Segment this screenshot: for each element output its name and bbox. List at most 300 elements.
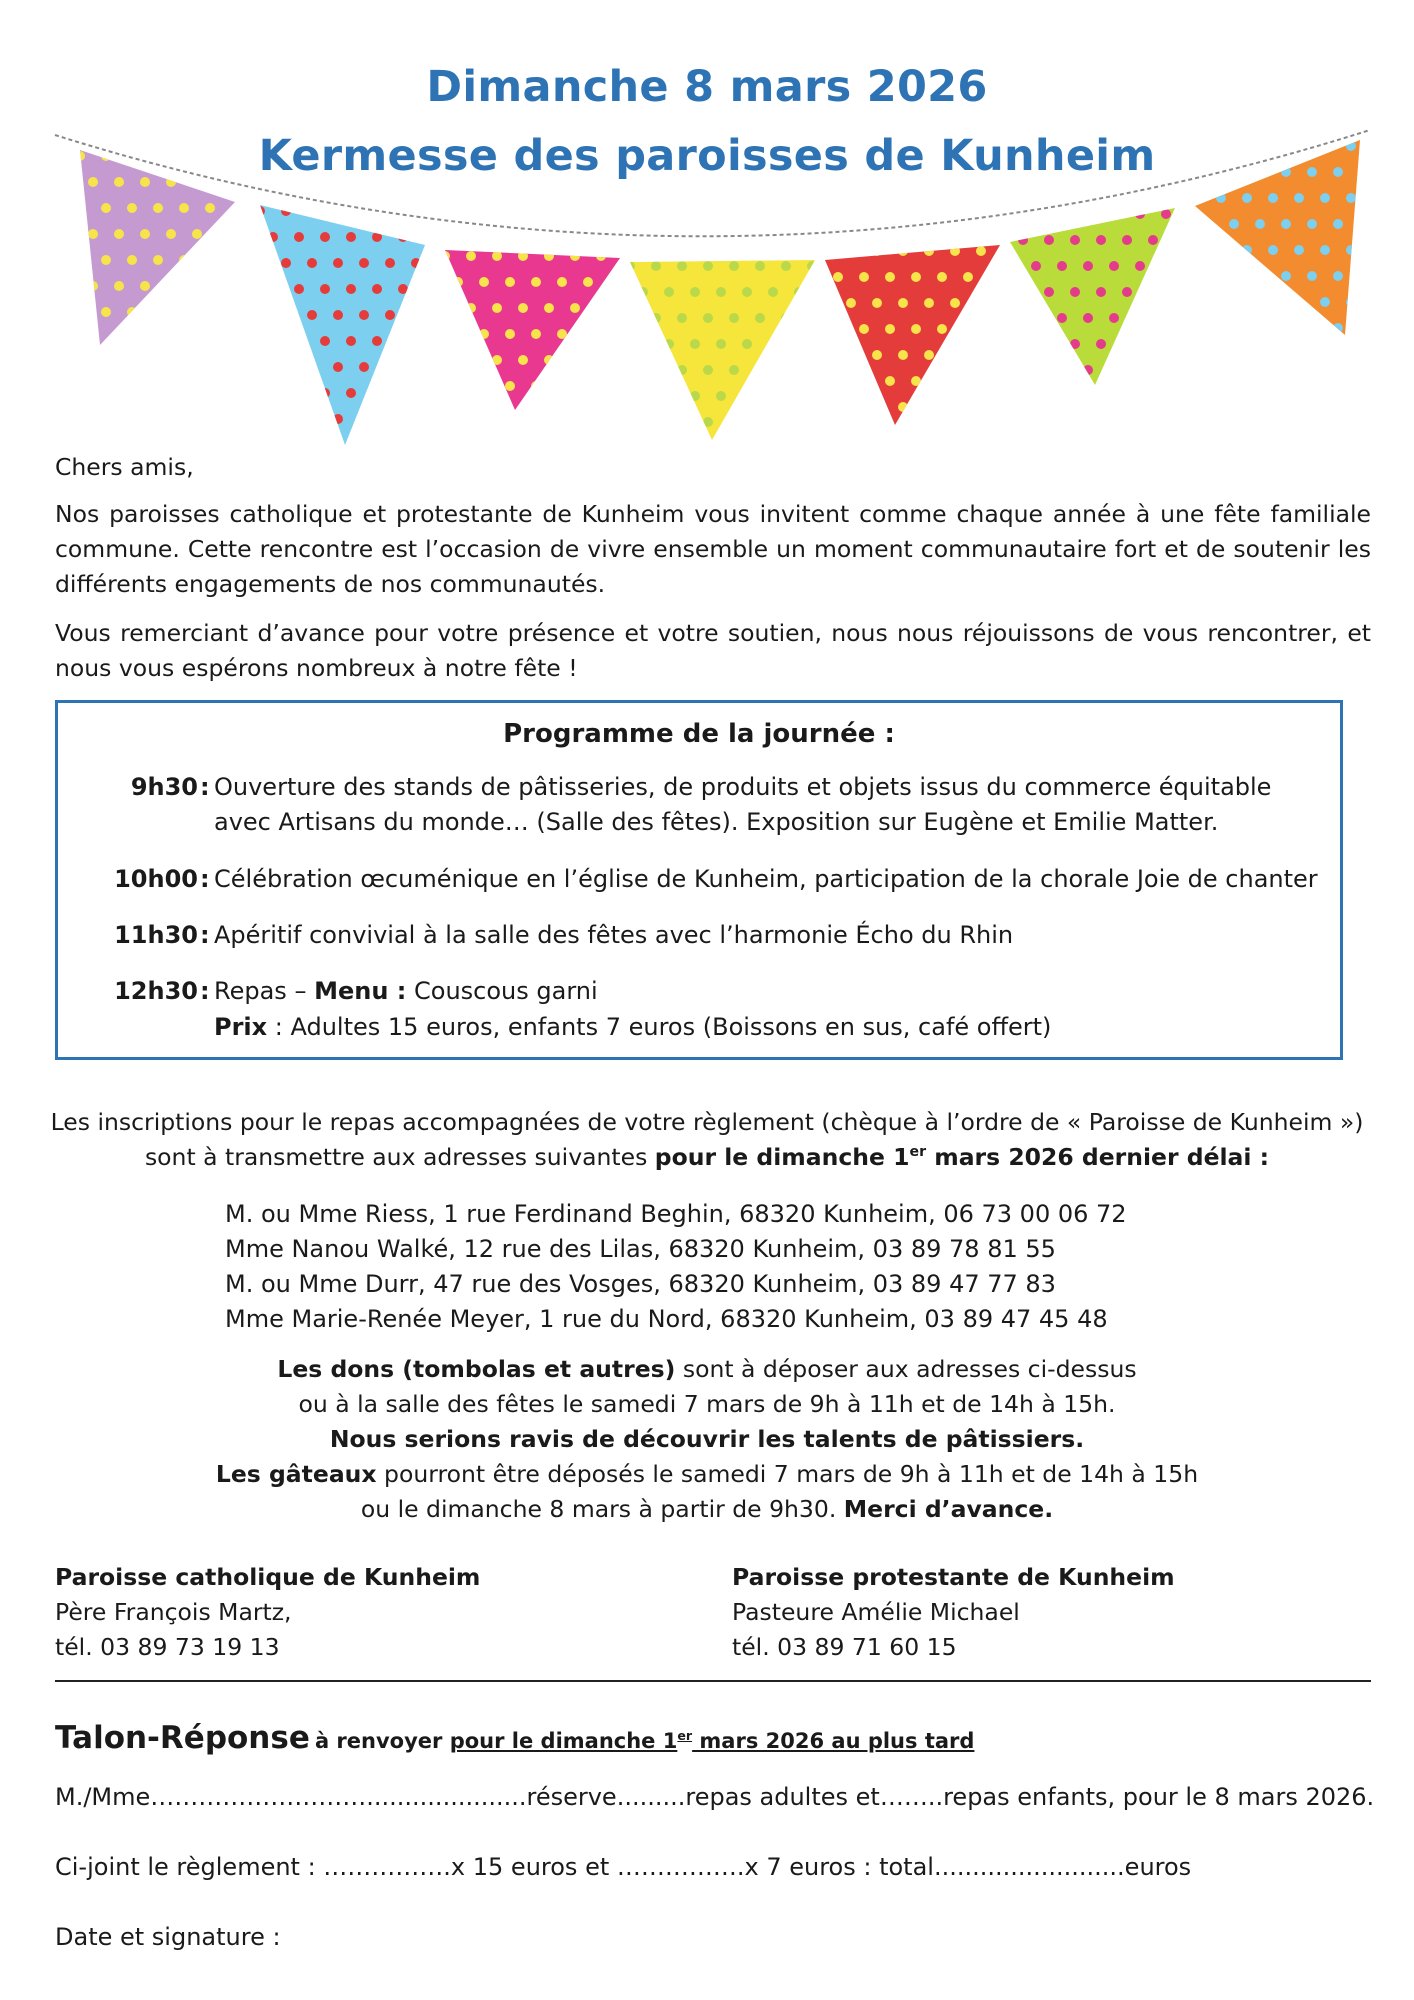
prix-label: Prix — [214, 1013, 268, 1041]
bunting-dot — [192, 177, 202, 187]
inscriptions-deadline-b: mars 2026 dernier délai : — [926, 1143, 1270, 1171]
signature-right-title: Paroisse protestante de Kunheim — [732, 1563, 1175, 1591]
bunting-dot — [385, 362, 395, 372]
bunting-dot — [411, 414, 421, 424]
bunting-dot — [385, 414, 395, 424]
gateaux-plain: pourront être déposés le samedi 7 mars de 9h à 11h et de 14h à 15h — [376, 1460, 1199, 1488]
bunting-dot — [440, 303, 450, 313]
repas-label: Repas – — [214, 977, 315, 1005]
bunting-dot — [531, 381, 541, 391]
bunting-dot — [1109, 313, 1119, 323]
bunting-dot — [479, 277, 489, 287]
bunting-dot — [898, 350, 908, 360]
bunting-dot — [911, 376, 921, 386]
bunting-dot — [307, 414, 317, 424]
bunting-dot — [1044, 287, 1054, 297]
bunting-dot — [596, 303, 606, 313]
bunting-dot — [166, 333, 176, 343]
bunting-dot — [101, 203, 111, 213]
bunting-dot — [1070, 287, 1080, 297]
bunting-dot — [846, 246, 856, 256]
bunting-dot — [1281, 219, 1291, 229]
dons-l5-plain: ou le dimanche 8 mars à partir de 9h30. — [360, 1495, 844, 1523]
bunting-dot — [1148, 235, 1158, 245]
bunting-dot — [544, 303, 554, 313]
bunting-dot — [1057, 313, 1067, 323]
bunting-dot — [1083, 209, 1093, 219]
bunting-dot — [333, 310, 343, 320]
bunting-dot — [88, 229, 98, 239]
bunting-dot — [677, 313, 687, 323]
bunting-dot — [1294, 297, 1304, 307]
bunting-dot — [1161, 365, 1171, 375]
bunting-dot — [333, 206, 343, 216]
bunting-dot — [937, 376, 947, 386]
bunting-dot — [75, 255, 85, 265]
bunting-dot — [833, 272, 843, 282]
bunting-dot — [950, 246, 960, 256]
bunting-dot — [398, 388, 408, 398]
bunting-dot — [320, 336, 330, 346]
bunting-dot — [1242, 245, 1252, 255]
bunting-dot — [531, 277, 541, 287]
bunting-dot — [101, 255, 111, 265]
bunting-dot — [1070, 235, 1080, 245]
bunting-dot — [1320, 245, 1330, 255]
signature-left-name: Père François Martz, — [55, 1598, 292, 1626]
bunting-dot — [346, 336, 356, 346]
bunting-dot — [898, 246, 908, 256]
bunting-dot — [638, 287, 648, 297]
bunting-dot — [255, 362, 265, 372]
bunting-dot — [359, 362, 369, 372]
bunting-dot — [492, 303, 502, 313]
bunting-dot — [651, 261, 661, 271]
inscriptions-deadline-a: pour le dimanche 1 — [654, 1143, 910, 1171]
bunting-dot — [166, 229, 176, 239]
bunting-dot — [729, 417, 739, 427]
bunting-dot — [75, 203, 85, 213]
inscriptions-line-1: Les inscriptions pour le repas accompagnées de votre règlement (chèque à l’ordre de « Paroisse de Kunheim ») — [50, 1108, 1364, 1136]
bunting-dot — [453, 277, 463, 287]
bunting-dot — [1083, 313, 1093, 323]
bunting-dot — [755, 365, 765, 375]
bunting-dot — [885, 376, 895, 386]
bunting-dot — [140, 281, 150, 291]
bunting-dot — [859, 376, 869, 386]
menu-text: Couscous garni — [406, 977, 598, 1005]
bunting-dot — [281, 310, 291, 320]
bunting-dot — [281, 414, 291, 424]
bunting-dot — [1135, 209, 1145, 219]
bunting-dot — [1096, 339, 1106, 349]
bunting-dot — [492, 251, 502, 261]
bunting-dot — [1281, 167, 1291, 177]
bunting-dot — [218, 229, 228, 239]
bunting-dot — [794, 339, 804, 349]
bunting-dot — [294, 232, 304, 242]
bunting-dot — [703, 365, 713, 375]
bunting-dot — [1083, 261, 1093, 271]
bunting-dot — [101, 151, 111, 161]
bunting-dot — [320, 388, 330, 398]
bunting-dot — [127, 203, 137, 213]
bunting-dot — [846, 350, 856, 360]
bunting-dot — [625, 261, 635, 271]
bunting-dot — [307, 258, 317, 268]
bunting-dot — [768, 287, 778, 297]
bunting-dot — [127, 255, 137, 265]
bunting-dot — [781, 365, 791, 375]
bunting-dot — [281, 362, 291, 372]
bunting-dot — [690, 391, 700, 401]
programme-time-2: 10h00 — [114, 865, 198, 893]
bunting-dot — [1135, 261, 1145, 271]
bunting-dot — [1229, 271, 1239, 281]
bunting-dot — [359, 310, 369, 320]
bunting-dot — [1268, 193, 1278, 203]
bunting-dot — [924, 246, 934, 256]
programme-item-4-line-2 — [214, 1013, 1051, 1041]
dons-line-4 — [0, 1460, 1414, 1488]
bunting-dot — [1333, 219, 1343, 229]
signature-left-tel: tél. 03 89 73 19 13 — [55, 1633, 280, 1661]
bunting-dot — [101, 307, 111, 317]
bunting-dot — [1109, 365, 1119, 375]
bunting-dot — [1057, 209, 1067, 219]
bunting-dot — [651, 313, 661, 323]
bunting-dot — [677, 365, 687, 375]
bunting-dot — [1255, 167, 1265, 177]
bunting-dot — [664, 339, 674, 349]
talon-sub-deadline-b: mars 2026 au plus tard — [692, 1729, 975, 1753]
bunting-dot — [1346, 245, 1356, 255]
bunting-dot — [976, 298, 986, 308]
bunting-dot — [820, 246, 830, 256]
bunting-dot — [1018, 339, 1028, 349]
bunting-dot — [1294, 245, 1304, 255]
bunting-dot — [372, 232, 382, 242]
bunting-dot — [440, 251, 450, 261]
bunting-dot — [205, 203, 215, 213]
bunting-dot — [768, 391, 778, 401]
bunting-dot — [1229, 323, 1239, 333]
talon-payment-line[interactable]: Ci-joint le règlement : …………….x 15 euros et …………….x 7 euros : total.........................euros — [55, 1853, 1192, 1881]
bunting-dot — [255, 206, 265, 216]
merci-bold: Merci d’avance. — [843, 1495, 1054, 1523]
bunting-dot — [911, 324, 921, 334]
bunting-dot — [346, 284, 356, 294]
bunting-dot — [1346, 193, 1356, 203]
bunting-dot — [625, 365, 635, 375]
talon-sub-a: à renvoyer — [314, 1729, 450, 1753]
bunting-dot — [820, 350, 830, 360]
inscriptions-sup: er — [909, 1144, 927, 1161]
bunting-dot — [976, 246, 986, 256]
bunting-dot — [359, 414, 369, 424]
bunting-dot — [859, 272, 869, 282]
dons-plain: sont à déposer aux adresses ci-dessus — [675, 1355, 1137, 1383]
bunting-dot — [807, 417, 817, 427]
bunting-dot — [703, 313, 713, 323]
talon-reservation-line[interactable]: M./Mme……………………….....................réserve.........repas adultes et……..repas enfants, pour le 8 mars 2026. — [55, 1783, 1375, 1811]
bunting-dot — [192, 281, 202, 291]
bunting-dot — [1190, 193, 1200, 203]
bunting-dot — [1148, 339, 1158, 349]
bunting-dot — [885, 272, 895, 282]
bunting-dot — [690, 339, 700, 349]
bunting-dot — [583, 329, 593, 339]
bunting-dot — [1070, 339, 1080, 349]
bunting-dot — [638, 339, 648, 349]
bunting-dot — [153, 203, 163, 213]
bunting-dot — [75, 151, 85, 161]
talon-heading — [55, 1720, 974, 1756]
bunting-dot — [1190, 297, 1200, 307]
bunting-dot — [153, 255, 163, 265]
bunting-dot — [114, 333, 124, 343]
bunting-dot — [989, 376, 999, 386]
dons-bold: Les dons (tombolas et autres) — [277, 1355, 676, 1383]
bunting-dot — [1307, 167, 1317, 177]
bunting-dot — [716, 339, 726, 349]
bunting-dot — [583, 381, 593, 391]
bunting-dot — [937, 272, 947, 282]
bunting-dot — [742, 287, 752, 297]
signature-right-name: Pasteure Amélie Michael — [732, 1598, 1020, 1626]
bunting-flag — [445, 250, 620, 410]
signature-left-title: Paroisse catholique de Kunheim — [55, 1563, 481, 1591]
dons-line-3: Nous serions ravis de découvrir les talents de pâtissiers. — [329, 1425, 1085, 1453]
bunting-dot — [114, 281, 124, 291]
bunting-dot — [531, 329, 541, 339]
bunting-dot — [505, 277, 515, 287]
bunting-dot — [320, 284, 330, 294]
bunting-dot — [755, 313, 765, 323]
bunting-dot — [1018, 235, 1028, 245]
bunting-dot — [729, 313, 739, 323]
bunting-dot — [703, 261, 713, 271]
bunting-dot — [609, 277, 619, 287]
bunting-dot — [398, 284, 408, 294]
bunting-dot — [781, 261, 791, 271]
talon-title: Talon-Réponse — [55, 1720, 310, 1756]
bunting-dot — [609, 329, 619, 339]
bunting-dot — [820, 402, 830, 412]
bunting-dot — [898, 402, 908, 412]
bunting-dot — [179, 255, 189, 265]
bunting-dot — [1135, 313, 1145, 323]
bunting-dot — [1346, 141, 1356, 151]
bunting-dot — [518, 251, 528, 261]
bunting-dot — [1190, 245, 1200, 255]
bunting-dot — [88, 281, 98, 291]
bunting-dot — [479, 329, 489, 339]
bunting-dot — [385, 310, 395, 320]
bunting-dot — [1161, 261, 1171, 271]
address-3: M. ou Mme Durr, 47 rue des Vosges, 68320 Kunheim, 03 89 47 77 83 — [225, 1270, 1056, 1298]
bunting-dot — [846, 298, 856, 308]
bunting-dot — [859, 324, 869, 334]
bunting-decoration — [0, 110, 1414, 450]
bunting-dot — [218, 333, 228, 343]
bunting-dot — [1005, 261, 1015, 271]
bunting-dot — [557, 381, 567, 391]
bunting-dot — [1346, 297, 1356, 307]
bunting-flag — [630, 260, 815, 440]
bunting-dot — [820, 298, 830, 308]
bunting-dot — [466, 303, 476, 313]
bunting-dot — [255, 414, 265, 424]
bunting-dot — [716, 287, 726, 297]
bunting-dot — [729, 365, 739, 375]
bunting-dot — [268, 388, 278, 398]
bunting-dot — [1216, 193, 1226, 203]
bunting-dot — [140, 333, 150, 343]
bunting-dot — [1242, 193, 1252, 203]
bunting-dot — [924, 350, 934, 360]
programme-item-1-line-1: Ouverture des stands de pâtisseries, de produits et objets issus du commerce équitable — [214, 773, 1272, 801]
bunting-dot — [596, 251, 606, 261]
programme-colon: : — [200, 773, 210, 801]
bunting-dot — [677, 261, 687, 271]
bunting-dot — [570, 251, 580, 261]
bunting-dot — [1255, 219, 1265, 229]
bunting-dot — [479, 381, 489, 391]
bunting-dot — [846, 402, 856, 412]
bunting-dot — [807, 261, 817, 271]
talon-date-signature-line[interactable]: Date et signature : — [55, 1923, 281, 1951]
bunting-dot — [1005, 313, 1015, 323]
bunting-dot — [411, 310, 421, 320]
prix-text: : Adultes 15 euros, enfants 7 euros (Boissons en sus, café offert) — [267, 1013, 1052, 1041]
bunting-dot — [359, 206, 369, 216]
bunting-dot — [346, 232, 356, 242]
bunting-dot — [1268, 141, 1278, 151]
bunting-dot — [664, 391, 674, 401]
bunting-dot — [833, 324, 843, 334]
bunting-dot — [885, 324, 895, 334]
address-4: Mme Marie-Renée Meyer, 1 rue du Nord, 68320 Kunheim, 03 89 47 45 48 — [225, 1305, 1108, 1333]
bunting-dot — [453, 329, 463, 339]
signature-right-tel: tél. 03 89 71 60 15 — [732, 1633, 957, 1661]
bunting-dot — [1294, 141, 1304, 151]
bunting-dot — [1190, 141, 1200, 151]
bunting-dot — [651, 365, 661, 375]
bunting-dot — [1216, 297, 1226, 307]
bunting-dot — [505, 329, 515, 339]
bunting-dot — [179, 203, 189, 213]
bunting-dot — [372, 388, 382, 398]
bunting-dot — [651, 417, 661, 427]
separator-line — [55, 1680, 1371, 1682]
bunting-dot — [963, 272, 973, 282]
intro-paragraph-2: Vous remerciant d’avance pour votre présence et votre soutien, nous nous réjouissons de vous rencontrer, et nous vous espérons nombreux à notre fête ! — [55, 619, 1371, 682]
bunting-dot — [989, 324, 999, 334]
bunting-dot — [294, 388, 304, 398]
bunting-dot — [453, 381, 463, 391]
bunting-dot — [140, 177, 150, 187]
bunting-dot — [88, 333, 98, 343]
bunting-dot — [742, 391, 752, 401]
bunting-dot — [1307, 323, 1317, 333]
bunting-dot — [1268, 297, 1278, 307]
bunting-dot — [1083, 365, 1093, 375]
bunting-dot — [1255, 271, 1265, 281]
bunting-dot — [557, 329, 567, 339]
programme-colon: : — [200, 977, 210, 1005]
bunting-dot — [127, 307, 137, 317]
bunting-dot — [1122, 235, 1132, 245]
bunting-dot — [153, 151, 163, 161]
programme-colon: : — [200, 921, 210, 949]
bunting-dot — [1031, 261, 1041, 271]
bunting-dot — [268, 336, 278, 346]
menu-label: Menu : — [314, 977, 407, 1005]
bunting-dot — [729, 261, 739, 271]
bunting-dot — [596, 355, 606, 365]
bunting-dot — [385, 206, 395, 216]
bunting-flag — [1010, 208, 1175, 385]
bunting-dot — [1096, 235, 1106, 245]
bunting-dot — [807, 313, 817, 323]
bunting-string — [55, 130, 1370, 236]
bunting-dot — [385, 258, 395, 268]
bunting-dot — [281, 258, 291, 268]
bunting-dot — [320, 232, 330, 242]
bunting-dot — [505, 381, 515, 391]
bunting-dot — [1203, 323, 1213, 333]
bunting-dot — [833, 376, 843, 386]
dons-line-2: ou à la salle des fêtes le samedi 7 mars de 9h à 11h et de 14h à 15h. — [298, 1390, 1116, 1418]
bunting-dot — [937, 324, 947, 334]
bunting-dot — [794, 287, 804, 297]
programme-title: Programme de la journée : — [503, 719, 895, 749]
bunting-dot — [1031, 365, 1041, 375]
bunting-dot — [1255, 323, 1265, 333]
bunting-dot — [1057, 365, 1067, 375]
bunting-dot — [755, 417, 765, 427]
bunting-flag — [825, 245, 1000, 425]
bunting-dot — [570, 355, 580, 365]
bunting-dot — [307, 362, 317, 372]
bunting-dot — [255, 310, 265, 320]
bunting-dot — [872, 402, 882, 412]
bunting-dot — [609, 381, 619, 391]
bunting-dot — [1216, 245, 1226, 255]
bunting-dot — [1320, 193, 1330, 203]
bunting-dot — [440, 355, 450, 365]
bunting-dot — [1203, 219, 1213, 229]
bunting-dot — [625, 313, 635, 323]
bunting-dot — [398, 336, 408, 346]
programme-colon: : — [200, 865, 210, 893]
bunting-dot — [255, 258, 265, 268]
bunting-dot — [411, 362, 421, 372]
dons-line-5 — [0, 1495, 1414, 1523]
bunting-dot — [924, 298, 934, 308]
programme-time-1: 9h30 — [130, 773, 198, 801]
bunting-dot — [307, 206, 317, 216]
title-date: Dimanche 8 mars 2026 — [426, 62, 988, 112]
bunting-dot — [166, 281, 176, 291]
bunting-dot — [307, 310, 317, 320]
bunting-dot — [1229, 219, 1239, 229]
bunting-dot — [638, 391, 648, 401]
programme-box — [55, 700, 1343, 1060]
gateaux-bold: Les gâteaux — [215, 1460, 377, 1488]
bunting-dot — [205, 307, 215, 317]
